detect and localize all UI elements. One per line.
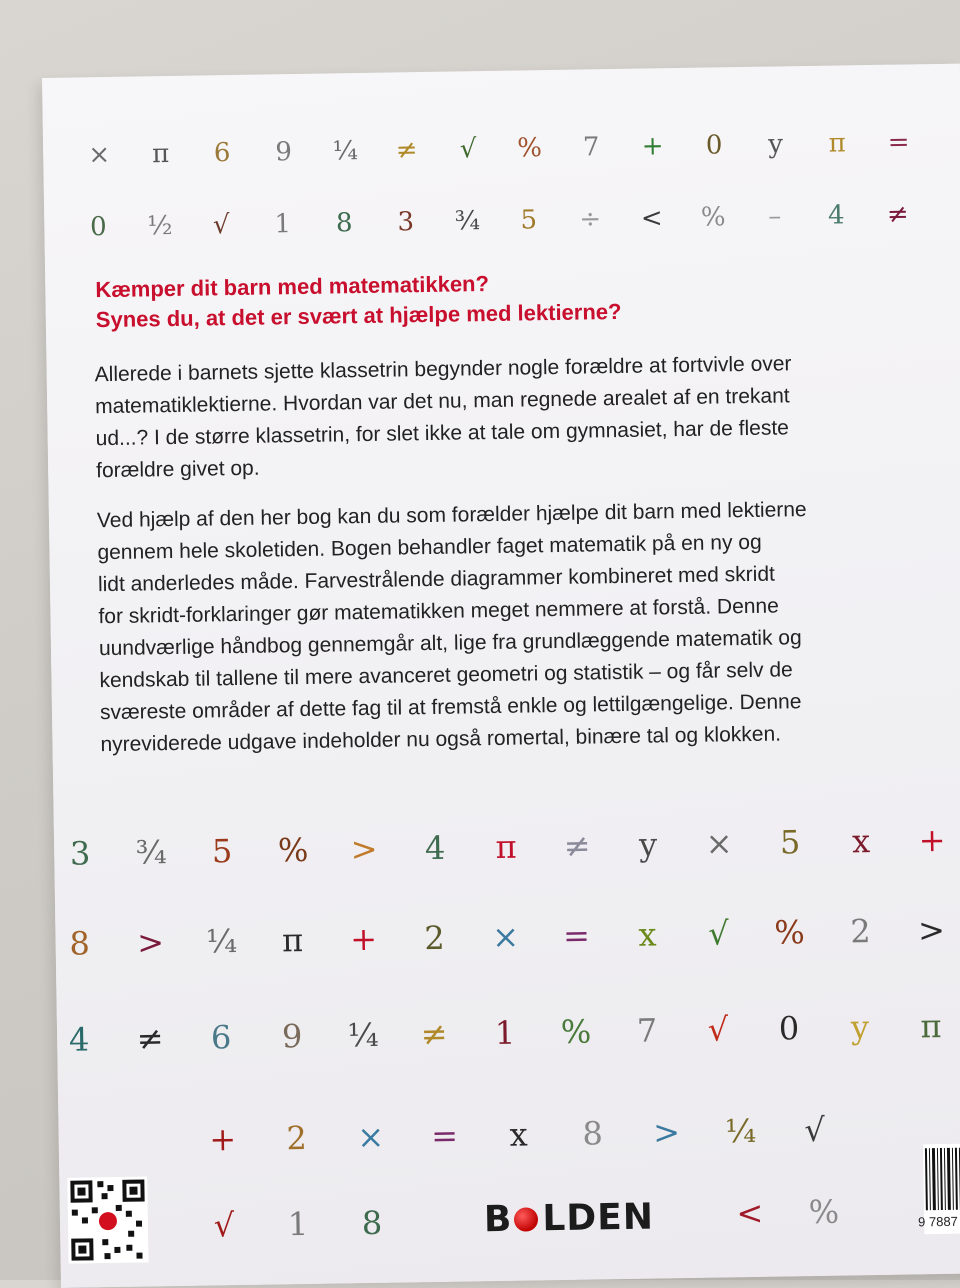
intro-paragraph: [94, 346, 956, 487]
math-symbol: 9: [281, 1017, 303, 1056]
brand-text-start: B: [483, 1198, 513, 1241]
math-symbol: =: [562, 916, 591, 955]
brand-text-end: LDEN: [542, 1196, 655, 1240]
publisher-logo: [484, 1197, 655, 1241]
math-symbol: ×: [88, 139, 111, 171]
math-symbol: π: [828, 128, 846, 159]
math-symbol: %: [700, 202, 726, 233]
math-symbol: >: [917, 910, 946, 950]
math-symbol: ¼: [205, 922, 238, 961]
math-symbol: √: [707, 1010, 729, 1049]
math-symbol: +: [208, 1120, 237, 1159]
math-symbol: π: [151, 139, 170, 170]
headline-line-1: Kæmper dit barn med matematikken?: [95, 271, 490, 303]
math-symbol: ¾: [135, 833, 167, 872]
math-symbol: 8: [361, 1203, 383, 1243]
math-symbol: 1: [494, 1013, 516, 1053]
qr-code-icon: [67, 1176, 148, 1263]
math-symbol: x: [509, 1115, 528, 1154]
math-symbol: 5: [779, 823, 801, 862]
math-symbol: %: [808, 1192, 840, 1232]
math-symbol: %: [560, 1012, 592, 1051]
math-symbol: x: [851, 822, 871, 861]
math-symbol: 8: [335, 208, 353, 239]
math-symbol: ÷: [579, 204, 602, 235]
math-symbol: √: [212, 210, 230, 241]
math-symbol: =: [430, 1116, 459, 1156]
math-symbol: 1: [287, 1204, 309, 1244]
math-symbol: ¼: [332, 136, 359, 167]
math-symbol: ×: [705, 824, 733, 863]
math-symbol: 0: [705, 130, 723, 161]
math-symbol: x: [638, 915, 657, 954]
math-symbol: 4: [424, 828, 446, 868]
math-symbol: 8: [69, 924, 91, 963]
barcode-digits: 9 7887: [917, 1213, 958, 1230]
top-symbol-band: [42, 64, 960, 243]
math-symbol: %: [517, 133, 543, 164]
math-symbol: 7: [636, 1011, 658, 1050]
math-symbol: ≠: [395, 135, 418, 166]
math-symbol: 2: [424, 918, 446, 958]
math-symbol: 9: [275, 137, 293, 168]
math-symbol: <: [736, 1193, 764, 1233]
math-symbol: ≠: [136, 1019, 164, 1058]
math-symbol: +: [641, 131, 664, 162]
math-symbol: √: [804, 1110, 826, 1150]
math-symbol: y: [850, 1008, 870, 1047]
math-symbol: 6: [213, 138, 231, 169]
math-symbol: y: [638, 825, 658, 864]
red-ball-icon: [514, 1207, 538, 1231]
math-symbol: <: [640, 203, 663, 234]
math-symbol: 4: [827, 200, 845, 231]
math-symbol: ½: [147, 210, 173, 242]
math-symbol: π: [495, 827, 517, 866]
math-symbol: 0: [89, 212, 107, 243]
math-symbol: 2: [850, 912, 871, 951]
math-symbol: √: [213, 1206, 235, 1245]
math-symbol: %: [277, 830, 309, 870]
paragraph-line: Allerede i barnets sjette klassetrin begynder nogle forældre at fortvivle over: [94, 352, 792, 387]
math-symbol: π: [281, 921, 304, 960]
headline-line-2: Synes du, at det er svært at hjælpe med lektierne?: [95, 298, 622, 333]
math-symbol: ¾: [454, 206, 481, 237]
paragraph-line: gennem hele skoletiden. Bogen behandler faget matematik på en ny og: [97, 530, 762, 565]
math-symbol: ≠: [886, 199, 909, 230]
math-symbol: ≠: [420, 1014, 448, 1054]
math-symbol: =: [887, 127, 910, 158]
paragraph-line: matematiklektierne. Hvordan var det nu, man regnede arealet af en trekant: [94, 384, 790, 419]
math-symbol: 0: [778, 1009, 800, 1048]
math-symbol: 8: [582, 1114, 604, 1153]
description-paragraph: [97, 492, 960, 761]
math-symbol: 5: [211, 832, 233, 871]
math-symbol: +: [349, 919, 378, 959]
headline: [95, 263, 896, 336]
math-symbol: √: [459, 134, 477, 165]
math-symbol: ¼: [724, 1111, 757, 1151]
math-symbol: –: [768, 201, 782, 232]
math-symbol: 3: [69, 834, 91, 873]
math-symbol: 6: [210, 1018, 232, 1057]
paragraph-line: ud...? I de større klassetrin, for slet ikke at tale om gymnasiet, har de fleste: [95, 416, 790, 451]
paragraph-line: uundværlige håndbog gennemgår alt, lige fra grundlæggende matematik og: [98, 626, 802, 661]
math-symbol: √: [708, 914, 730, 953]
math-symbol: +: [918, 820, 946, 860]
math-symbol: 3: [397, 207, 415, 238]
math-symbol: >: [136, 923, 165, 962]
math-symbol: >: [652, 1113, 681, 1152]
book-back-cover: [42, 64, 960, 1288]
paragraph-line: lidt anderledes måde. Farvestrålende diagrammer kombineret med skridt: [97, 562, 776, 597]
math-symbol: ×: [491, 917, 520, 957]
paragraph-line: nyreviderede udgave indeholder nu også romertal, binære tal og klokken.: [100, 722, 782, 757]
math-symbol: ¼: [347, 1015, 379, 1055]
math-symbol: π: [920, 1006, 942, 1046]
paragraph-line: for skridt-forklaringer gør matematikken meget nemmere at forstå. Denne: [98, 594, 779, 629]
paragraph-line: Ved hjælp af den her bog kan du som forælder hjælpe dit barn med lektierne: [96, 498, 807, 533]
paragraph-line: sværeste områder af dette fag til at fremstå enkle og lettilgængelige. Denne: [99, 690, 802, 725]
math-symbol: >: [350, 829, 378, 869]
math-symbol: ×: [356, 1117, 385, 1157]
paragraph-line: kendskab til tallene til mere avanceret geometri og statistik – og får selv de: [99, 658, 793, 693]
math-symbol: 5: [520, 205, 538, 236]
paragraph-line: forældre givet op.: [95, 456, 260, 483]
math-symbol: 2: [286, 1118, 308, 1158]
math-symbol: 1: [274, 209, 292, 240]
math-symbol: y: [768, 129, 784, 160]
math-symbol: %: [774, 913, 806, 952]
math-symbol: ≠: [563, 826, 591, 865]
math-symbol: 7: [582, 132, 600, 163]
math-symbol: 4: [68, 1020, 90, 1059]
